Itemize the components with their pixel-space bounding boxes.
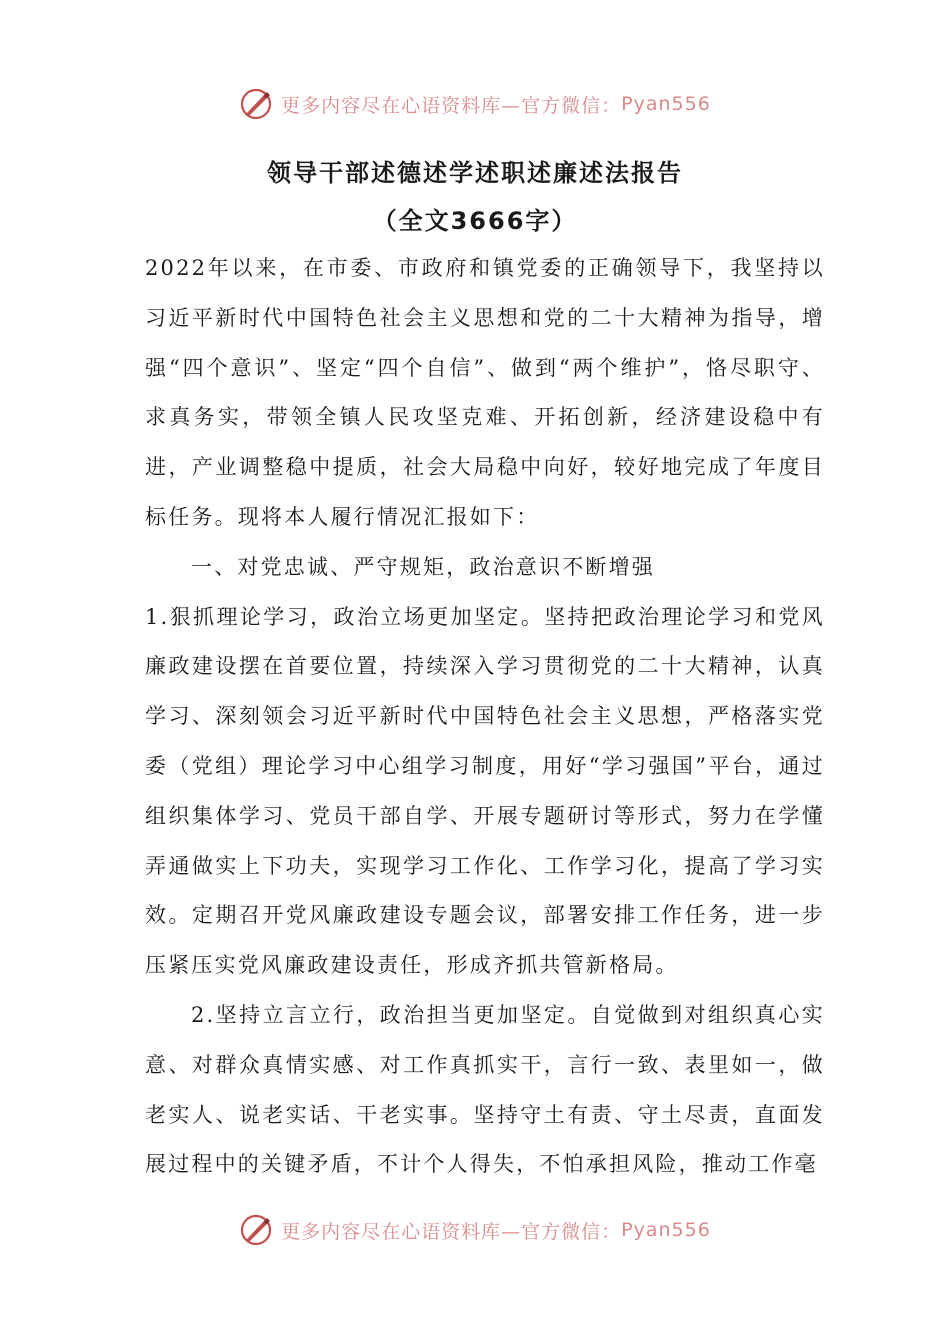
- pen-logo-icon: [239, 87, 273, 121]
- watermark-handle: Pyan556: [621, 93, 711, 115]
- section-heading: 一、对党忠诚、严守规矩，政治意识不断增强: [191, 554, 655, 579]
- watermark-header: [0, 84, 950, 124]
- pen-logo-icon: [239, 1213, 273, 1247]
- document-body: [145, 244, 825, 1190]
- document-title: 领导干部述德述学述职述廉述法报告: [267, 159, 683, 187]
- body-paragraph-1: 1.狠抓理论学习，政治立场更加坚定。坚持把政治理论学习和党风廉政建设摆在首要位置，持续深入学习贯彻党的二十大精神，认真学习、深刻领会习近平新时代中国特色社会主义思想，严格落实党委（党组）理论学习中心组学习制度，用好“学习强国”平台，通过组织集体学习、党员干部自学、开展专题研讨等形式，努力在学懂弄通做实上下功夫，实现学习工作化、工作学习化，提高了学习实效。定期召开党风廉政建设专题会议，部署安排工作任务，进一步压紧压实党风廉政建设责任，形成齐抓共管新格局。: [145, 604, 825, 978]
- body-paragraph-2: 2.坚持立言立行，政治担当更加坚定。自觉做到对组织真心实意、对群众真情实感、对工作真抓实干，言行一致、表里如一，做老实人、说老实话、干老实事。坚持守土有责、守土尽责，直面发展过程中的关键矛盾，不计个人得失，不怕承担风险，推动工作毫: [145, 1002, 825, 1177]
- watermark-handle: Pyan556: [621, 1219, 711, 1241]
- intro-paragraph: 2022年以来，在市委、市政府和镇党委的正确领导下，我坚持以习近平新时代中国特色社会主义思想和党的二十大精神为指导，增强“四个意识”、坚定“四个自信”、做到“两个维护”，恪尽职守、求真务实，带领全镇人民攻坚克难、开拓创新，经济建设稳中有进，产业调整稳中提质，社会大局稳中向好，较好地完成了年度目标任务。现将本人履行情况汇报如下：: [145, 256, 825, 529]
- document-subtitle: （全文3666字）: [372, 207, 578, 235]
- watermark-footer: [0, 1210, 950, 1250]
- watermark-text: 更多内容尽在心语资料库—官方微信：: [281, 1220, 622, 1243]
- watermark-text: 更多内容尽在心语资料库—官方微信：: [281, 94, 622, 117]
